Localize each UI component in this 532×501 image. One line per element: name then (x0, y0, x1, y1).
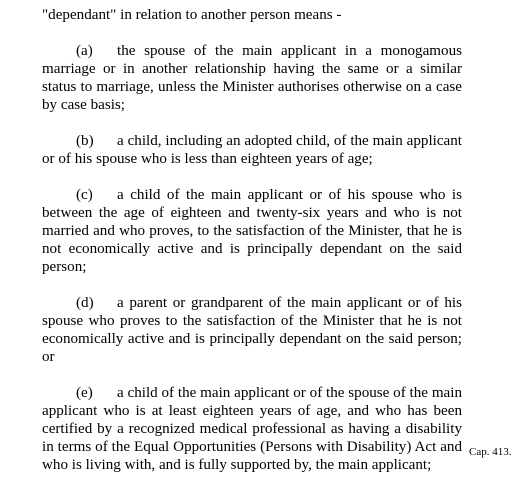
paragraph-e (42, 384, 462, 474)
paragraph-d (42, 294, 462, 366)
paragraph-c (42, 186, 462, 276)
margin-citation: Cap. 413. (469, 446, 512, 458)
paragraph-a (42, 42, 462, 114)
paragraph-text: the spouse of the main applicant in a monogamous marriage or in another relationship having the same or a similar status to marriage, unless the Minister authorises otherwise on a case by case basis; (42, 43, 462, 113)
paragraph-label: (c) (76, 187, 93, 203)
document-body (42, 6, 462, 492)
definition-intro: "dependant" in relation to another person means - (42, 7, 342, 23)
paragraph-label: (a) (76, 43, 93, 59)
paragraph-label: (b) (76, 133, 94, 149)
paragraph-label: (d) (76, 295, 94, 311)
paragraph-text: a child of the main applicant or of his spouse who is between the age of eighteen and twenty-six years and who is not married and who proves, to the satisfaction of the Minister, that he is not economically active and is principally dependant on the said person; (42, 187, 462, 275)
paragraph-label: (e) (76, 385, 93, 401)
paragraph-text: a child, including an adopted child, of the main applicant or of his spouse who is less than eighteen years of age; (42, 133, 462, 167)
paragraph-text: a parent or grandparent of the main applicant or of his spouse who proves to the satisfaction of the Minister that he is not economically active and is principally dependant on the said person; or (42, 295, 462, 365)
paragraph-b (42, 132, 462, 168)
paragraph-text: a child of the main applicant or of the spouse of the main applicant who is at least eighteen years of age, and who has been certified by a recognized medical professional as having a disability in terms of the Equal Opportunities (Persons with Disability) Act and who is living with, and is fully supported by, the main applicant; (42, 385, 462, 473)
